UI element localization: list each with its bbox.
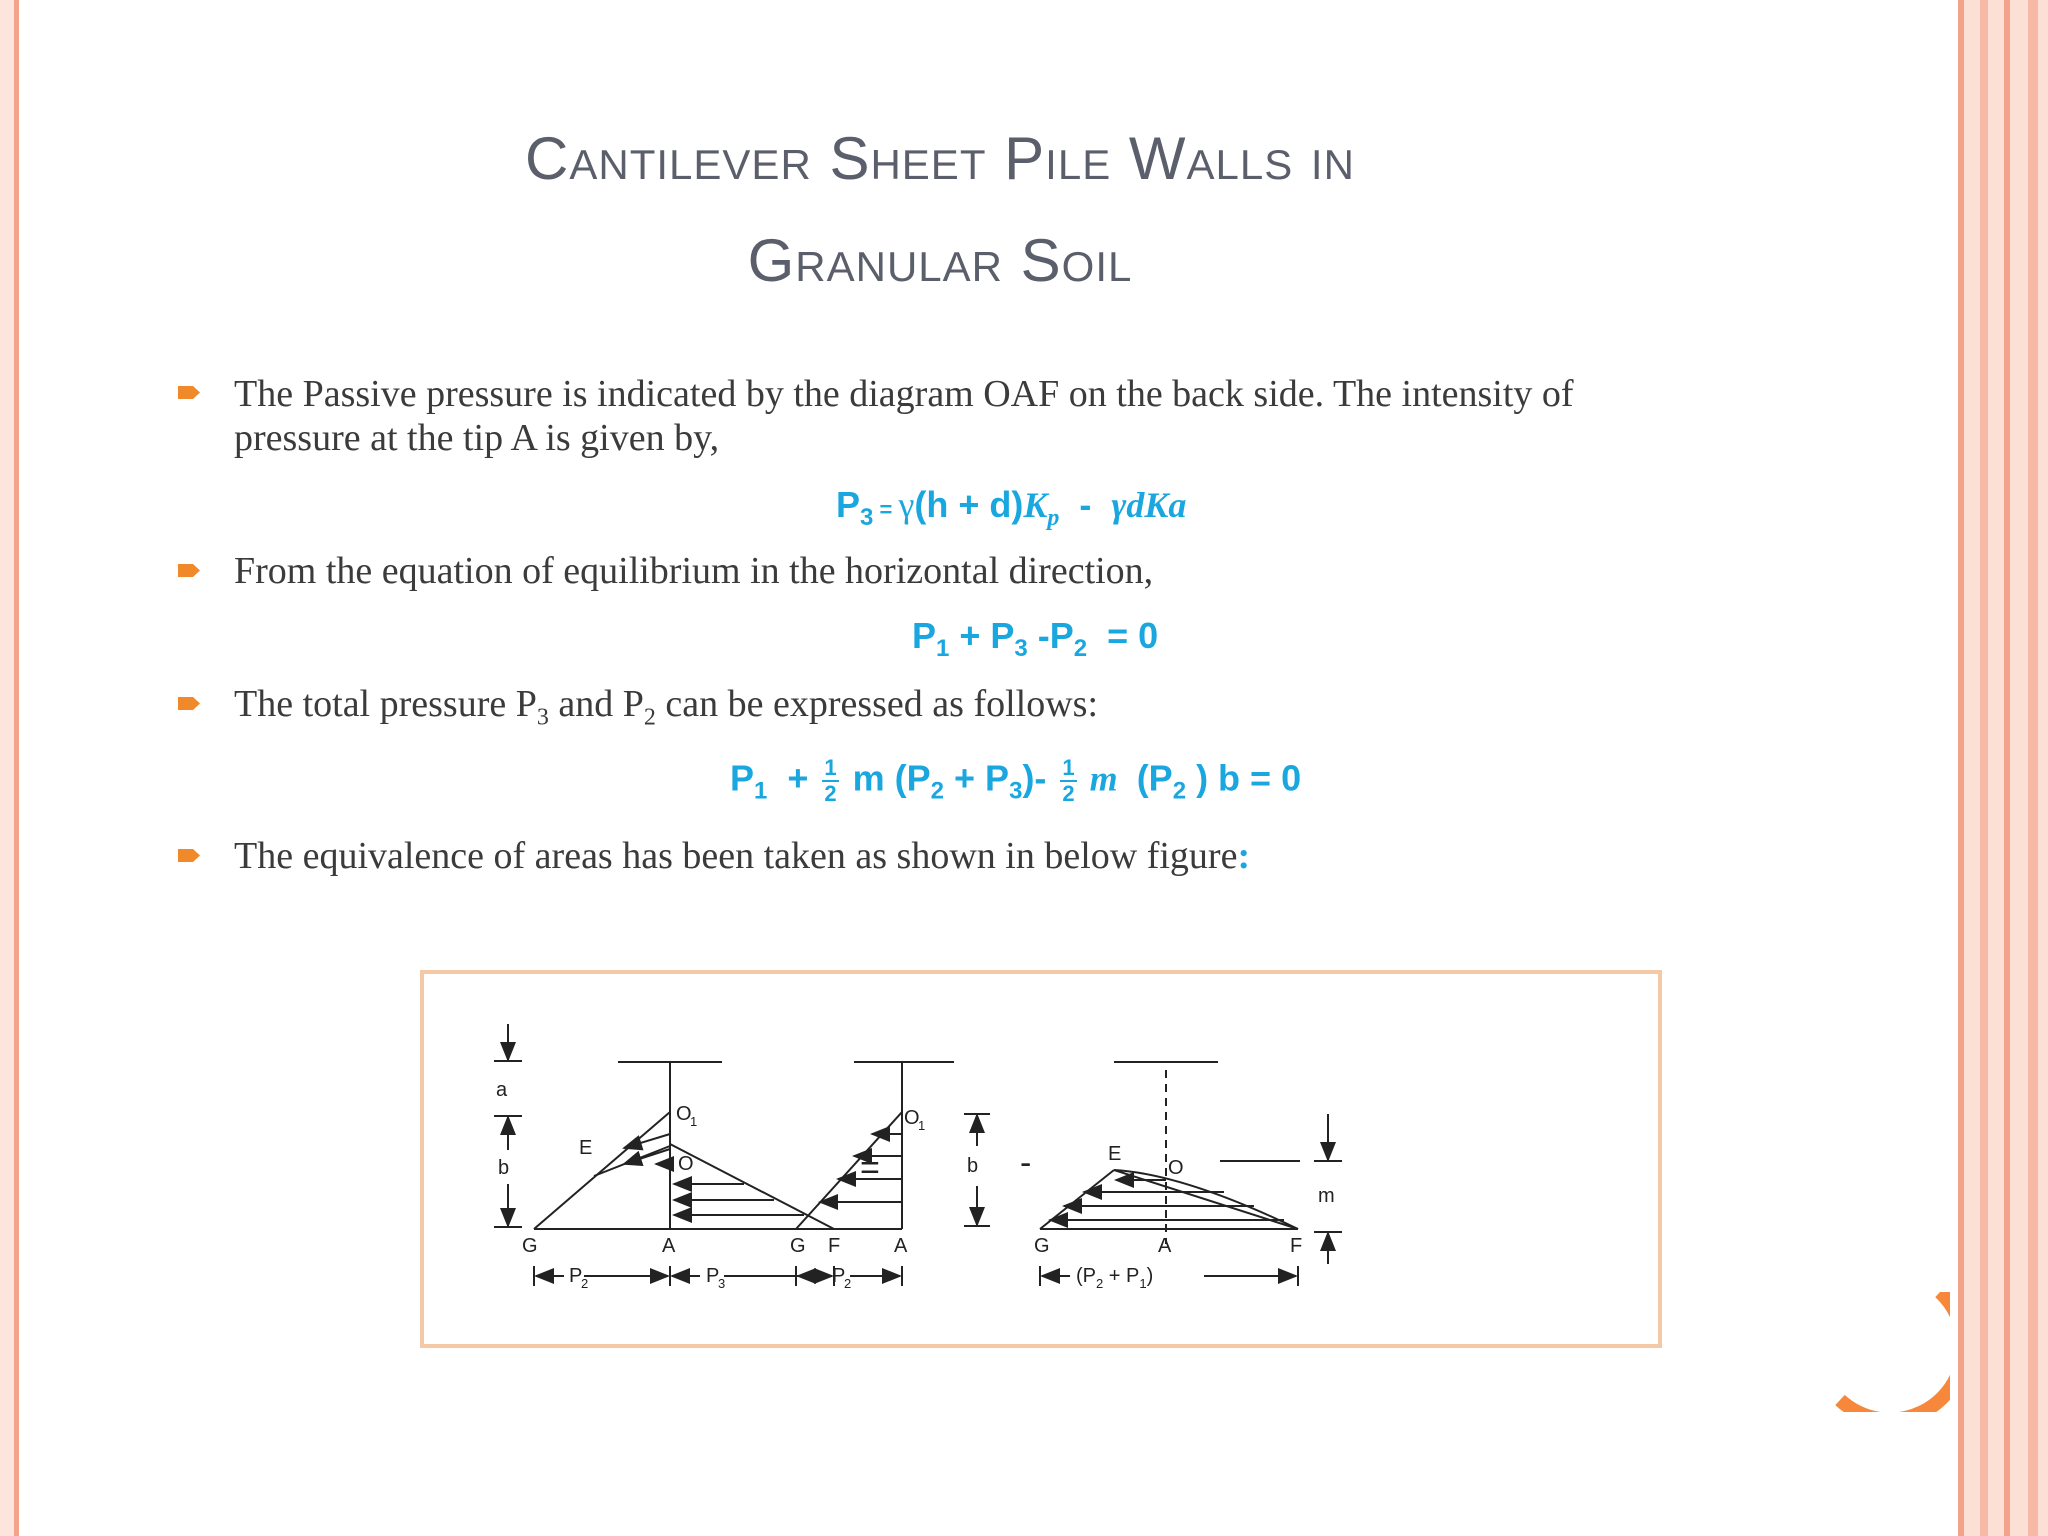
left-border-band: [0, 0, 14, 1536]
bullet-text-2: From the equation of equilibrium in the horizontal direction,: [234, 550, 1154, 592]
slide-title: [240, 108, 1640, 312]
label-O1-2: O: [904, 1107, 920, 1129]
title-line-1: Cantilever Sheet Pile Walls in: [525, 125, 1355, 192]
bullet-arrow-icon: [178, 849, 200, 862]
label-O: O: [678, 1153, 694, 1175]
label-p2-plus-p1: $(P_2 + P_1)$: [1076, 1265, 1154, 1291]
equals-sign: =: [860, 1149, 880, 1187]
formula-passive-pressure: $P_3 = \gamma(h + d)K_p - \gamma dKa$: [836, 484, 1187, 532]
label-F: F: [828, 1235, 841, 1257]
label-b: b: [498, 1157, 510, 1179]
label-E-3: E: [1108, 1143, 1122, 1165]
bullet-text-3: The total pressure $P_3$ and $P_2$ can be expressed as follows:: [234, 683, 1099, 731]
pressure-diagram-figure: [420, 970, 1662, 1348]
label-G-3: G: [1034, 1235, 1050, 1257]
bullet-1-line-1: The Passive pressure is indicated by the diagram OAF on the back side. The intensity of: [234, 373, 1574, 415]
label-b-2: b: [967, 1155, 979, 1177]
formula-equilibrium: $P_1 + P_3$ $-P_2 = 0$: [912, 615, 1159, 663]
label-O1: O: [676, 1103, 692, 1125]
label-E: E: [579, 1137, 593, 1159]
label-a: a: [496, 1079, 508, 1101]
title-line-2: Granular Soil: [747, 227, 1133, 294]
label-O-3: O: [1168, 1157, 1184, 1179]
svg-text:3: 3: [718, 1276, 726, 1291]
pressure-diagram-svg: [424, 974, 1658, 1344]
label-A-2: A: [894, 1235, 908, 1257]
formula-total-pressure: $P_1$ + $\frac{1}{2}$ m $(P_2 + P_3)-$ $\frac{1}{2}$ m ($P_2$ ) b = 0: [730, 755, 1302, 806]
label-p2: P: [569, 1265, 583, 1287]
label-p2-2: P: [832, 1265, 846, 1287]
minus-sign: -: [1020, 1144, 1032, 1182]
bullet-1-line-2: pressure at the tip A is given by,: [234, 417, 720, 459]
label-p3: P: [706, 1265, 720, 1287]
bullet-arrow-icon: [178, 564, 200, 577]
decorative-arc-icon: [1830, 1292, 1950, 1412]
svg-text:1: 1: [918, 1118, 926, 1133]
bullet-arrow-icon: [178, 697, 200, 710]
left-border-line: [14, 0, 19, 1536]
label-G: G: [522, 1235, 538, 1257]
right-border-band: [1958, 0, 2048, 1536]
svg-text:2: 2: [844, 1276, 852, 1291]
diagram-2: [796, 1062, 990, 1286]
label-m: m: [1318, 1185, 1335, 1207]
label-F-3: F: [1290, 1235, 1303, 1257]
bullet-arrow-icon: [178, 386, 200, 399]
label-A-3: A: [1158, 1235, 1172, 1257]
bullet-text-4: The equivalence of areas has been taken as shown in below figure:: [234, 835, 1251, 877]
svg-text:2: 2: [581, 1276, 589, 1291]
svg-text:1: 1: [690, 1114, 698, 1129]
bullet-text-1: [234, 372, 1934, 460]
label-G-2: G: [790, 1235, 806, 1257]
label-A: A: [662, 1235, 676, 1257]
